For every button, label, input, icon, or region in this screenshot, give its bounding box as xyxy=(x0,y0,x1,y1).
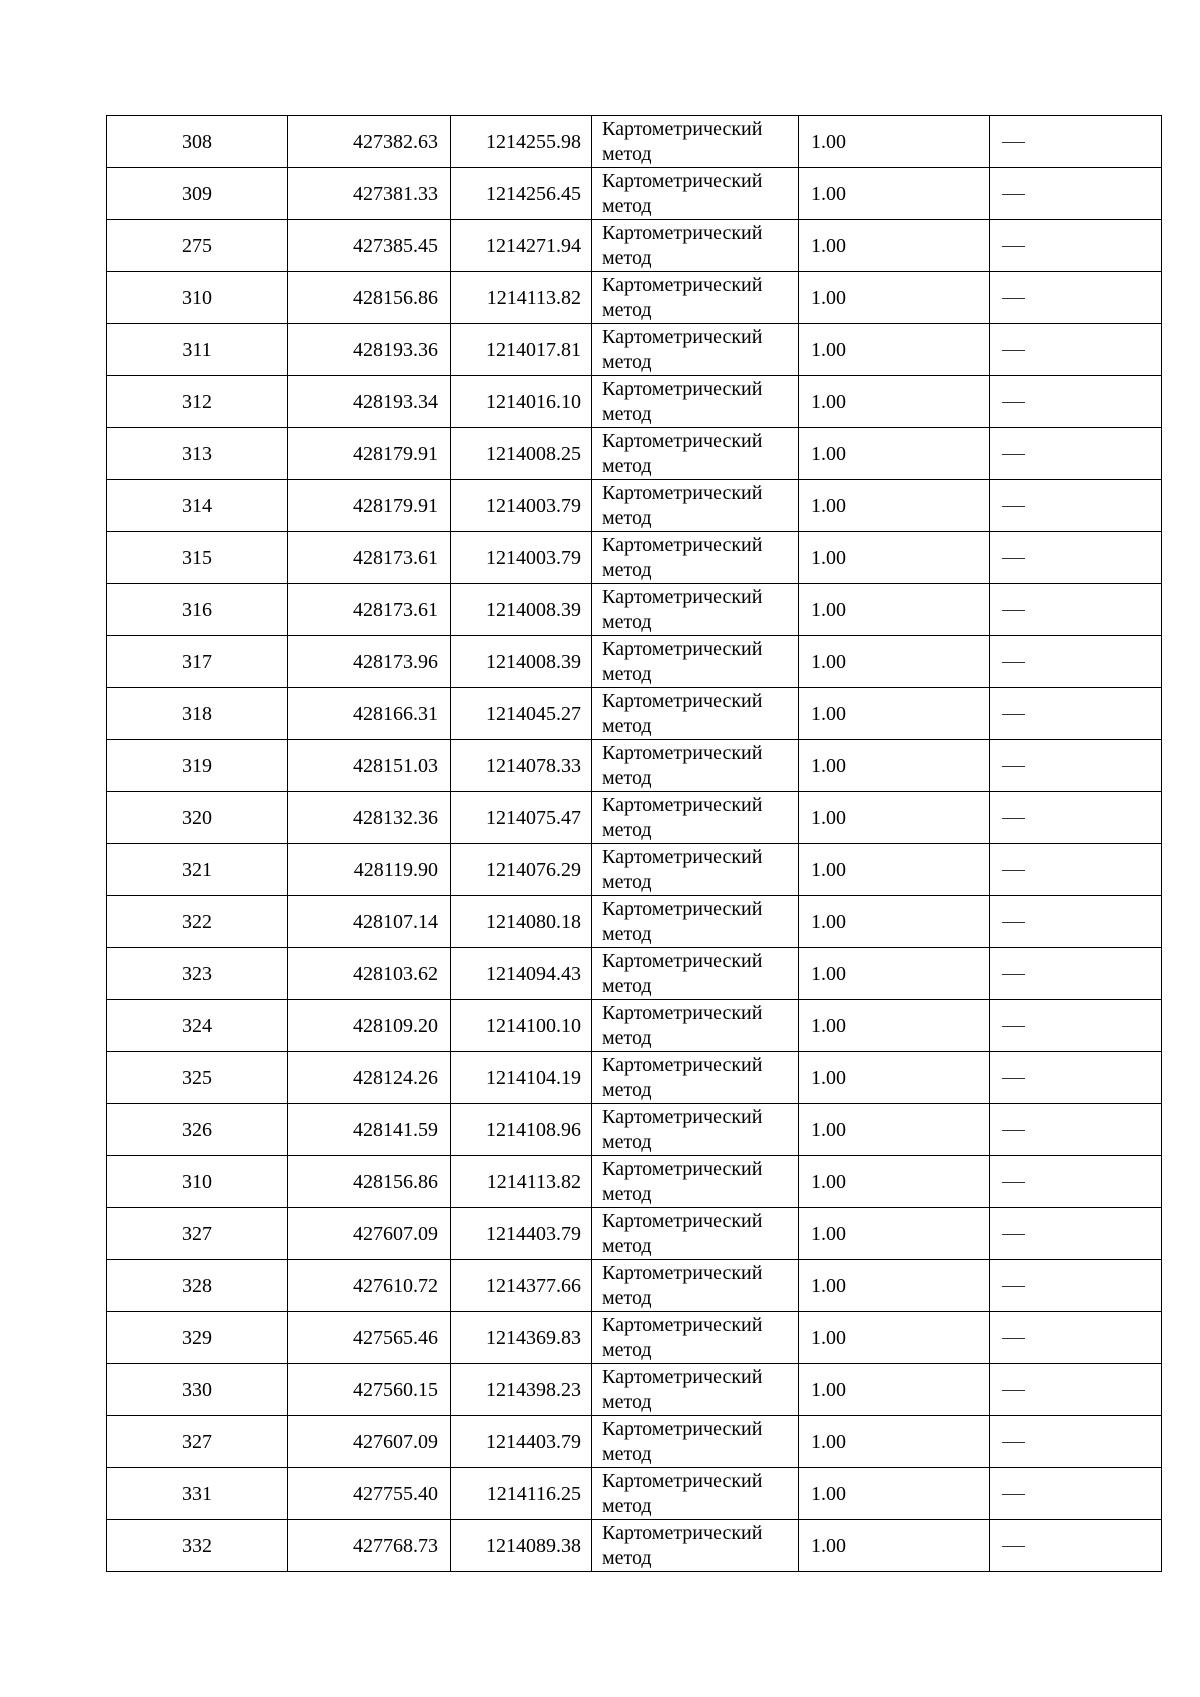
accuracy-cell: 1.00 xyxy=(799,584,990,636)
point-number-cell: 327 xyxy=(107,1416,288,1468)
method-line-2: метод xyxy=(602,1026,652,1049)
table-row xyxy=(107,1468,1162,1520)
x-coordinate-cell: 428109.20 xyxy=(288,1000,451,1052)
y-coordinate-cell: 1214008.39 xyxy=(451,584,592,636)
y-coordinate-cell: 1214377.66 xyxy=(451,1260,592,1312)
point-number-cell: 328 xyxy=(107,1260,288,1312)
description-cell xyxy=(990,636,1162,688)
point-number-cell: 324 xyxy=(107,1000,288,1052)
description-cell xyxy=(990,272,1162,324)
description-cell xyxy=(990,792,1162,844)
table-row xyxy=(107,1208,1162,1260)
method-line-2: метод xyxy=(602,714,652,737)
method-line-2: метод xyxy=(602,1442,652,1465)
y-coordinate-cell: 1214108.96 xyxy=(451,1104,592,1156)
method-line-1: Картометрический xyxy=(602,1157,763,1180)
point-number-cell: 318 xyxy=(107,688,288,740)
method-line-2: метод xyxy=(602,1390,652,1413)
accuracy-cell: 1.00 xyxy=(799,480,990,532)
x-coordinate-cell: 427768.73 xyxy=(288,1520,451,1572)
y-coordinate-cell: 1214256.45 xyxy=(451,168,592,220)
description-cell xyxy=(990,948,1162,1000)
empty-dash xyxy=(1002,662,1025,663)
x-coordinate-cell: 427382.63 xyxy=(288,116,451,168)
empty-dash xyxy=(1002,1442,1025,1443)
method-line-1: Картометрический xyxy=(602,481,763,504)
method-cell xyxy=(592,1156,799,1208)
x-coordinate-cell: 428124.26 xyxy=(288,1052,451,1104)
y-coordinate-cell: 1214113.82 xyxy=(451,272,592,324)
accuracy-cell: 1.00 xyxy=(799,1156,990,1208)
method-line-1: Картометрический xyxy=(602,1261,763,1284)
accuracy-cell: 1.00 xyxy=(799,1000,990,1052)
method-cell xyxy=(592,740,799,792)
method-cell xyxy=(592,1104,799,1156)
empty-dash xyxy=(1002,194,1025,195)
method-line-1: Картометрический xyxy=(602,273,763,296)
empty-dash xyxy=(1002,1078,1025,1079)
table-row xyxy=(107,1104,1162,1156)
method-line-1: Картометрический xyxy=(602,1053,763,1076)
accuracy-cell: 1.00 xyxy=(799,376,990,428)
table-row xyxy=(107,428,1162,480)
method-line-2: метод xyxy=(602,662,652,685)
point-number-cell: 319 xyxy=(107,740,288,792)
empty-dash xyxy=(1002,714,1025,715)
method-line-1: Картометрический xyxy=(602,1001,763,1024)
table-row xyxy=(107,584,1162,636)
empty-dash xyxy=(1002,1338,1025,1339)
description-cell xyxy=(990,532,1162,584)
accuracy-cell: 1.00 xyxy=(799,844,990,896)
method-line-2: метод xyxy=(602,766,652,789)
y-coordinate-cell: 1214271.94 xyxy=(451,220,592,272)
table-row xyxy=(107,948,1162,1000)
method-cell xyxy=(592,636,799,688)
method-line-2: метод xyxy=(602,870,652,893)
y-coordinate-cell: 1214078.33 xyxy=(451,740,592,792)
method-cell xyxy=(592,272,799,324)
method-cell xyxy=(592,1364,799,1416)
description-cell xyxy=(990,1364,1162,1416)
empty-dash xyxy=(1002,974,1025,975)
accuracy-cell: 1.00 xyxy=(799,688,990,740)
description-cell xyxy=(990,1416,1162,1468)
method-line-1: Картометрический xyxy=(602,429,763,452)
point-number-cell: 331 xyxy=(107,1468,288,1520)
y-coordinate-cell: 1214003.79 xyxy=(451,532,592,584)
x-coordinate-cell: 428119.90 xyxy=(288,844,451,896)
point-number-cell: 317 xyxy=(107,636,288,688)
method-cell xyxy=(592,1208,799,1260)
method-line-2: метод xyxy=(602,818,652,841)
y-coordinate-cell: 1214403.79 xyxy=(451,1416,592,1468)
x-coordinate-cell: 428193.36 xyxy=(288,324,451,376)
description-cell xyxy=(990,1156,1162,1208)
point-number-cell: 322 xyxy=(107,896,288,948)
method-line-1: Картометрический xyxy=(602,377,763,400)
description-cell xyxy=(990,740,1162,792)
method-line-1: Картометрический xyxy=(602,1365,763,1388)
point-number-cell: 313 xyxy=(107,428,288,480)
description-cell xyxy=(990,168,1162,220)
method-cell xyxy=(592,220,799,272)
y-coordinate-cell: 1214017.81 xyxy=(451,324,592,376)
method-cell xyxy=(592,948,799,1000)
empty-dash xyxy=(1002,298,1025,299)
y-coordinate-cell: 1214369.83 xyxy=(451,1312,592,1364)
table-row xyxy=(107,1520,1162,1572)
method-cell xyxy=(592,792,799,844)
method-line-2: метод xyxy=(602,610,652,633)
method-cell xyxy=(592,1052,799,1104)
empty-dash xyxy=(1002,1494,1025,1495)
y-coordinate-cell: 1214076.29 xyxy=(451,844,592,896)
empty-dash xyxy=(1002,1234,1025,1235)
y-coordinate-cell: 1214104.19 xyxy=(451,1052,592,1104)
y-coordinate-cell: 1214403.79 xyxy=(451,1208,592,1260)
accuracy-cell: 1.00 xyxy=(799,1468,990,1520)
method-cell xyxy=(592,480,799,532)
method-line-1: Картометрический xyxy=(602,1313,763,1336)
method-line-2: метод xyxy=(602,454,652,477)
empty-dash xyxy=(1002,1546,1025,1547)
coordinates-table-body xyxy=(107,116,1162,1572)
y-coordinate-cell: 1214116.25 xyxy=(451,1468,592,1520)
method-line-1: Картометрический xyxy=(602,1417,763,1440)
point-number-cell: 316 xyxy=(107,584,288,636)
description-cell xyxy=(990,1468,1162,1520)
accuracy-cell: 1.00 xyxy=(799,1416,990,1468)
description-cell xyxy=(990,896,1162,948)
method-cell xyxy=(592,428,799,480)
point-number-cell: 321 xyxy=(107,844,288,896)
method-line-2: метод xyxy=(602,1130,652,1153)
accuracy-cell: 1.00 xyxy=(799,1104,990,1156)
description-cell xyxy=(990,1520,1162,1572)
point-number-cell: 310 xyxy=(107,272,288,324)
accuracy-cell: 1.00 xyxy=(799,740,990,792)
method-line-1: Картометрический xyxy=(602,117,763,140)
empty-dash xyxy=(1002,506,1025,507)
method-line-2: метод xyxy=(602,1078,652,1101)
empty-dash xyxy=(1002,1026,1025,1027)
method-line-2: метод xyxy=(602,246,652,269)
point-number-cell: 315 xyxy=(107,532,288,584)
accuracy-cell: 1.00 xyxy=(799,324,990,376)
empty-dash xyxy=(1002,454,1025,455)
point-number-cell: 314 xyxy=(107,480,288,532)
method-line-1: Картометрический xyxy=(602,949,763,972)
coordinates-table xyxy=(106,115,1162,1572)
table-row xyxy=(107,220,1162,272)
method-cell xyxy=(592,1260,799,1312)
table-row xyxy=(107,1260,1162,1312)
x-coordinate-cell: 427755.40 xyxy=(288,1468,451,1520)
method-line-2: метод xyxy=(602,1546,652,1569)
method-cell xyxy=(592,1520,799,1572)
method-line-2: метод xyxy=(602,1338,652,1361)
accuracy-cell: 1.00 xyxy=(799,896,990,948)
method-line-1: Картометрический xyxy=(602,637,763,660)
description-cell xyxy=(990,428,1162,480)
method-line-1: Картометрический xyxy=(602,689,763,712)
x-coordinate-cell: 428132.36 xyxy=(288,792,451,844)
method-cell xyxy=(592,168,799,220)
empty-dash xyxy=(1002,610,1025,611)
y-coordinate-cell: 1214045.27 xyxy=(451,688,592,740)
table-row xyxy=(107,1416,1162,1468)
method-cell xyxy=(592,584,799,636)
description-cell xyxy=(990,1104,1162,1156)
method-line-2: метод xyxy=(602,194,652,217)
method-line-2: метод xyxy=(602,974,652,997)
empty-dash xyxy=(1002,1182,1025,1183)
method-line-2: метод xyxy=(602,142,652,165)
x-coordinate-cell: 428107.14 xyxy=(288,896,451,948)
x-coordinate-cell: 427565.46 xyxy=(288,1312,451,1364)
empty-dash xyxy=(1002,246,1025,247)
x-coordinate-cell: 428173.61 xyxy=(288,584,451,636)
method-cell xyxy=(592,376,799,428)
method-cell xyxy=(592,1416,799,1468)
method-line-1: Картометрический xyxy=(602,1469,763,1492)
method-line-1: Картометрический xyxy=(602,1209,763,1232)
accuracy-cell: 1.00 xyxy=(799,1312,990,1364)
empty-dash xyxy=(1002,558,1025,559)
empty-dash xyxy=(1002,402,1025,403)
accuracy-cell: 1.00 xyxy=(799,428,990,480)
x-coordinate-cell: 428179.91 xyxy=(288,480,451,532)
empty-dash xyxy=(1002,350,1025,351)
accuracy-cell: 1.00 xyxy=(799,636,990,688)
method-line-2: метод xyxy=(602,1494,652,1517)
accuracy-cell: 1.00 xyxy=(799,220,990,272)
table-row xyxy=(107,1156,1162,1208)
table-row xyxy=(107,688,1162,740)
empty-dash xyxy=(1002,766,1025,767)
x-coordinate-cell: 428151.03 xyxy=(288,740,451,792)
table-row xyxy=(107,272,1162,324)
method-cell xyxy=(592,1468,799,1520)
description-cell xyxy=(990,116,1162,168)
empty-dash xyxy=(1002,818,1025,819)
point-number-cell: 308 xyxy=(107,116,288,168)
method-cell xyxy=(592,116,799,168)
x-coordinate-cell: 427610.72 xyxy=(288,1260,451,1312)
table-row xyxy=(107,116,1162,168)
x-coordinate-cell: 428156.86 xyxy=(288,1156,451,1208)
empty-dash xyxy=(1002,922,1025,923)
method-line-2: метод xyxy=(602,922,652,945)
method-line-2: метод xyxy=(602,350,652,373)
empty-dash xyxy=(1002,142,1025,143)
table-row xyxy=(107,532,1162,584)
empty-dash xyxy=(1002,1390,1025,1391)
table-row xyxy=(107,1364,1162,1416)
point-number-cell: 330 xyxy=(107,1364,288,1416)
x-coordinate-cell: 427385.45 xyxy=(288,220,451,272)
table-row xyxy=(107,792,1162,844)
table-row xyxy=(107,324,1162,376)
description-cell xyxy=(990,584,1162,636)
point-number-cell: 275 xyxy=(107,220,288,272)
table-row xyxy=(107,896,1162,948)
accuracy-cell: 1.00 xyxy=(799,272,990,324)
y-coordinate-cell: 1214003.79 xyxy=(451,480,592,532)
method-line-1: Картометрический xyxy=(602,533,763,556)
method-line-1: Картометрический xyxy=(602,845,763,868)
point-number-cell: 311 xyxy=(107,324,288,376)
x-coordinate-cell: 427381.33 xyxy=(288,168,451,220)
description-cell xyxy=(990,1312,1162,1364)
method-line-2: метод xyxy=(602,558,652,581)
point-number-cell: 312 xyxy=(107,376,288,428)
method-line-1: Картометрический xyxy=(602,793,763,816)
method-cell xyxy=(592,532,799,584)
accuracy-cell: 1.00 xyxy=(799,532,990,584)
accuracy-cell: 1.00 xyxy=(799,1260,990,1312)
empty-dash xyxy=(1002,870,1025,871)
accuracy-cell: 1.00 xyxy=(799,948,990,1000)
method-line-2: метод xyxy=(602,506,652,529)
x-coordinate-cell: 428156.86 xyxy=(288,272,451,324)
method-cell xyxy=(592,844,799,896)
description-cell xyxy=(990,480,1162,532)
y-coordinate-cell: 1214094.43 xyxy=(451,948,592,1000)
description-cell xyxy=(990,1052,1162,1104)
y-coordinate-cell: 1214008.39 xyxy=(451,636,592,688)
x-coordinate-cell: 428179.91 xyxy=(288,428,451,480)
table-row xyxy=(107,1312,1162,1364)
accuracy-cell: 1.00 xyxy=(799,792,990,844)
y-coordinate-cell: 1214016.10 xyxy=(451,376,592,428)
description-cell xyxy=(990,688,1162,740)
method-line-2: метод xyxy=(602,1286,652,1309)
method-line-2: метод xyxy=(602,1234,652,1257)
point-number-cell: 327 xyxy=(107,1208,288,1260)
method-line-2: метод xyxy=(602,1182,652,1205)
description-cell xyxy=(990,376,1162,428)
empty-dash xyxy=(1002,1286,1025,1287)
point-number-cell: 329 xyxy=(107,1312,288,1364)
method-line-1: Картометрический xyxy=(602,585,763,608)
method-line-1: Картометрический xyxy=(602,169,763,192)
x-coordinate-cell: 428173.96 xyxy=(288,636,451,688)
method-cell xyxy=(592,688,799,740)
y-coordinate-cell: 1214080.18 xyxy=(451,896,592,948)
accuracy-cell: 1.00 xyxy=(799,116,990,168)
x-coordinate-cell: 428141.59 xyxy=(288,1104,451,1156)
y-coordinate-cell: 1214008.25 xyxy=(451,428,592,480)
y-coordinate-cell: 1214113.82 xyxy=(451,1156,592,1208)
accuracy-cell: 1.00 xyxy=(799,1364,990,1416)
y-coordinate-cell: 1214089.38 xyxy=(451,1520,592,1572)
table-row xyxy=(107,480,1162,532)
description-cell xyxy=(990,844,1162,896)
method-line-1: Картометрический xyxy=(602,1521,763,1544)
description-cell xyxy=(990,220,1162,272)
point-number-cell: 326 xyxy=(107,1104,288,1156)
y-coordinate-cell: 1214255.98 xyxy=(451,116,592,168)
description-cell xyxy=(990,1208,1162,1260)
table-row xyxy=(107,168,1162,220)
method-line-1: Картометрический xyxy=(602,325,763,348)
x-coordinate-cell: 428103.62 xyxy=(288,948,451,1000)
method-cell xyxy=(592,1000,799,1052)
accuracy-cell: 1.00 xyxy=(799,1052,990,1104)
description-cell xyxy=(990,324,1162,376)
table-row xyxy=(107,376,1162,428)
table-row xyxy=(107,1052,1162,1104)
point-number-cell: 323 xyxy=(107,948,288,1000)
point-number-cell: 332 xyxy=(107,1520,288,1572)
method-line-2: метод xyxy=(602,402,652,425)
x-coordinate-cell: 427560.15 xyxy=(288,1364,451,1416)
method-cell xyxy=(592,324,799,376)
table-row xyxy=(107,844,1162,896)
x-coordinate-cell: 428173.61 xyxy=(288,532,451,584)
point-number-cell: 325 xyxy=(107,1052,288,1104)
method-cell xyxy=(592,1312,799,1364)
table-row xyxy=(107,636,1162,688)
x-coordinate-cell: 427607.09 xyxy=(288,1416,451,1468)
x-coordinate-cell: 428166.31 xyxy=(288,688,451,740)
method-line-1: Картометрический xyxy=(602,897,763,920)
description-cell xyxy=(990,1260,1162,1312)
point-number-cell: 320 xyxy=(107,792,288,844)
accuracy-cell: 1.00 xyxy=(799,1520,990,1572)
accuracy-cell: 1.00 xyxy=(799,1208,990,1260)
method-line-1: Картометрический xyxy=(602,221,763,244)
table-row xyxy=(107,1000,1162,1052)
table-row xyxy=(107,740,1162,792)
empty-dash xyxy=(1002,1130,1025,1131)
y-coordinate-cell: 1214100.10 xyxy=(451,1000,592,1052)
y-coordinate-cell: 1214398.23 xyxy=(451,1364,592,1416)
description-cell xyxy=(990,1000,1162,1052)
method-line-1: Картометрический xyxy=(602,1105,763,1128)
accuracy-cell: 1.00 xyxy=(799,168,990,220)
x-coordinate-cell: 428193.34 xyxy=(288,376,451,428)
method-cell xyxy=(592,896,799,948)
x-coordinate-cell: 427607.09 xyxy=(288,1208,451,1260)
point-number-cell: 309 xyxy=(107,168,288,220)
point-number-cell: 310 xyxy=(107,1156,288,1208)
y-coordinate-cell: 1214075.47 xyxy=(451,792,592,844)
method-line-1: Картометрический xyxy=(602,741,763,764)
method-line-2: метод xyxy=(602,298,652,321)
